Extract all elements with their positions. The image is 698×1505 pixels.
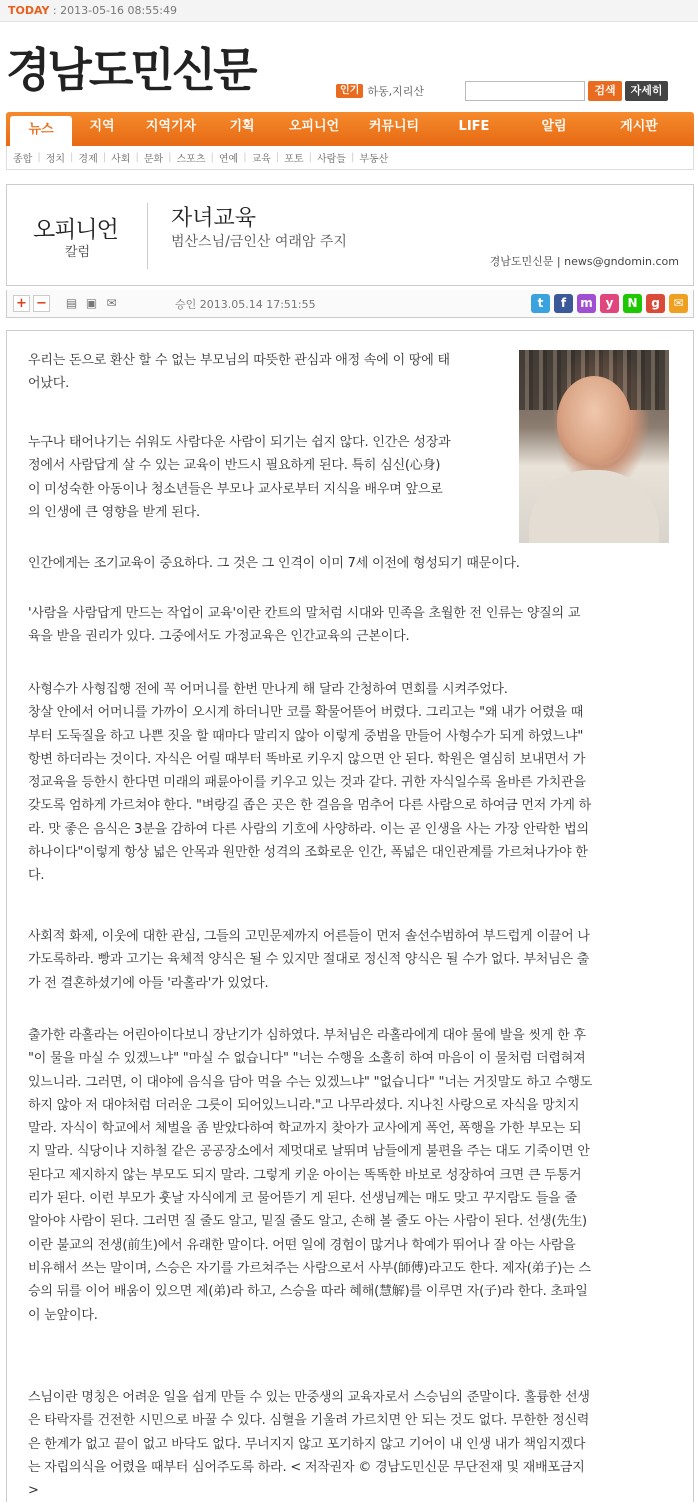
body-line: 승의 뒤를 이어 배움이 있으면 제(弟)라 하고, 스승을 따라 혜해(慧解)를 이루면 자(子)라 한다. 초파일 bbox=[28, 1284, 588, 1300]
body-line: 사형수가 사형집행 전에 꼭 어머니를 한번 만나게 해 달라 간청하여 면회를 시켜주었다. bbox=[28, 682, 508, 697]
body-line: 우리는 돈으로 환산 할 수 없는 부모님의 따뜻한 관심과 애정 속에 이 땅에 태 bbox=[28, 353, 450, 368]
body-line: 지 말라. 식당이나 지하철 같은 공공장소에서 제멋대로 날뛰며 남들에게 불편을 주는 대도 기죽이면 안 bbox=[28, 1144, 590, 1160]
body-line: 비유해서 쓰는 말이며, 스승은 자기를 가르쳐주는 사람으로서 사부(師傅)라고도 한다. 제자(弟子)는 스 bbox=[28, 1260, 591, 1276]
body-line: 가 전 결혼하셨기에 아들 '라홀라'가 있었다. bbox=[28, 975, 269, 991]
article-toolbar bbox=[6, 290, 694, 318]
subnav-item[interactable]: 스포츠 bbox=[176, 154, 206, 165]
scrap-icon[interactable]: ✉ bbox=[106, 296, 117, 310]
gnb-opinion[interactable]: 오피니언 bbox=[288, 119, 340, 134]
site-logo[interactable]: 경남도민신문 bbox=[6, 43, 255, 97]
gnb-region-reporter[interactable]: 지역기자 bbox=[145, 119, 197, 134]
body-line: 이란 불교의 전생(前生)에서 유래한 말이다. 어떤 일에 경험이 많거나 학예가 뛰어나 잘 아는 사람을 bbox=[28, 1237, 576, 1253]
body-line: '사람을 사람답게 만드는 작업이 교육'이란 칸트의 말처럼 시대와 민족을 초월한 전 인류는 양질의 교 bbox=[28, 606, 581, 621]
body-line: 출가한 라홀라는 어린아이다보니 장난기가 심하였다. 부처님은 라홀라에게 대야 물에 발을 씻게 한 후 bbox=[28, 1028, 586, 1043]
section-subtitle: 칼럼 bbox=[65, 245, 91, 260]
body-line: 는 자립의식을 어렸을 때부터 심어주도록 하라. < 저작권자 © 경남도민신문 무단전재 및 재배포금지 bbox=[28, 1459, 585, 1475]
main-nav bbox=[6, 112, 694, 146]
facebook-icon[interactable]: f bbox=[554, 294, 573, 313]
body-paragraph bbox=[28, 1024, 678, 1327]
body-line: 다. bbox=[28, 868, 45, 884]
body-line: 라. 맛 좋은 음식은 3분을 감하여 다른 사람의 기호에 사양하라. 이는 곧 인생을 사는 가장 안락한 법의 bbox=[28, 821, 589, 837]
body-line: 가도록하라. 빵과 고기는 육체적 양식은 될 수 있지만 절대로 정신적 양식은 될 수가 없다. 부처님은 출 bbox=[28, 952, 590, 968]
sub-nav: 종합 | 정치 | 경제 | 사회 | 문화 | 스포츠 | 연예 | 교육 | 포토 | 사람들 | 부동산 bbox=[6, 146, 694, 170]
subnav-item[interactable]: 연예 bbox=[218, 154, 239, 165]
font-increase-button[interactable]: + bbox=[13, 295, 30, 312]
body-line: 정에서 사람답게 살 수 있는 교육이 반드시 필요하게 된다. 특히 심신(心身) bbox=[28, 458, 441, 474]
body-line: 이 미성숙한 아동이나 청소년들은 부모나 교사로부터 지식을 배우며 앞으로 bbox=[28, 481, 443, 497]
body-paragraph bbox=[28, 678, 678, 888]
subnav-item[interactable]: 문화 bbox=[143, 154, 164, 165]
gnb-notice[interactable]: 알림 bbox=[541, 119, 567, 134]
search-button[interactable]: 검색 bbox=[588, 81, 621, 101]
article-header bbox=[6, 184, 694, 286]
gnb-community[interactable]: 커뮤니티 bbox=[368, 119, 420, 134]
body-line: 정교육을 등한시 한다면 미래의 패륜아이를 키우고 있는 것과 같다. 귀한 자식일수록 올바른 가치관을 bbox=[28, 775, 586, 791]
twitter-icon[interactable]: t bbox=[531, 294, 550, 313]
body-line: 이 눈앞이다. bbox=[28, 1307, 98, 1323]
body-line: 부터 도둑질을 하고 나쁜 짓을 할 때마다 말리지 않아 이렇게 중범을 만들어 사형수가 되게 하였느냐" bbox=[28, 728, 584, 744]
me2day-icon[interactable]: m bbox=[577, 294, 596, 313]
body-line: 누구나 태어나기는 쉬워도 사람다운 사람이 되기는 쉽지 않다. 인간은 성장과 bbox=[28, 435, 451, 450]
today-datetime: : 2013-05-16 08:55:49 bbox=[52, 4, 177, 17]
body-line: 리가 된다. 이런 부모가 훗날 자식에게 코 물어뜯기 게 된다. 선생님께는 매도 맞고 꾸지람도 들을 줄 bbox=[28, 1191, 577, 1207]
body-line: 창살 안에서 어머니를 가까이 오시게 하더니만 코를 확물어뜯어 버렸다. 그리고는 "왜 내가 어렸을 때 bbox=[28, 705, 584, 721]
today-label: TODAY bbox=[8, 4, 50, 17]
gnb-feature[interactable]: 기획 bbox=[229, 119, 255, 134]
article-source: 경남도민신문 | news@gndomin.com bbox=[489, 255, 679, 268]
body-line: 있느니라. 그러면, 이 대야에 음식을 담아 먹을 수는 있겠느냐" "없습니다" "너는 거짓말도 하고 수행도 bbox=[28, 1074, 593, 1090]
google-icon[interactable]: g bbox=[646, 294, 665, 313]
body-paragraph bbox=[28, 925, 678, 995]
body-line: > bbox=[28, 1483, 39, 1499]
body-line: 어났다. bbox=[28, 376, 70, 392]
subnav-item[interactable]: 포토 bbox=[284, 154, 304, 165]
subnav-item[interactable]: 경제 bbox=[78, 154, 98, 165]
photo-icon[interactable]: ▣ bbox=[85, 296, 98, 310]
yozm-icon[interactable]: y bbox=[600, 294, 619, 313]
header-divider bbox=[147, 203, 148, 269]
body-line: 은 한계가 없고 끝이 없고 바닥도 없다. 무너지지 않고 포기하지 않고 기어이 내 인생 내가 책임지겠다 bbox=[28, 1436, 586, 1452]
gnb-life[interactable]: LIFE bbox=[458, 119, 490, 134]
body-paragraph bbox=[28, 349, 514, 396]
body-line: 된다고 제지하지 않는 부모도 되지 말라. 그렇게 키운 아이는 똑똑한 바보로 성장하여 크면 큰 두통거 bbox=[28, 1167, 582, 1183]
search-bar bbox=[336, 80, 668, 102]
hot-keywords[interactable]: 하동,지리산 bbox=[367, 85, 424, 98]
gnb-news[interactable]: 뉴스 bbox=[10, 116, 72, 146]
subnav-item[interactable]: 부동산 bbox=[359, 154, 389, 165]
print-icon[interactable]: ▤ bbox=[65, 296, 78, 310]
naver-icon[interactable]: N bbox=[623, 294, 642, 313]
approved-date: 승인 2013.05.14 17:51:55 bbox=[175, 298, 316, 311]
body-paragraph bbox=[28, 552, 678, 575]
author-photo bbox=[519, 350, 669, 543]
detail-search-button[interactable]: 자세히 bbox=[625, 81, 669, 101]
mixsh-icon[interactable]: ✉ bbox=[669, 294, 688, 313]
subnav-item[interactable]: 사회 bbox=[111, 154, 131, 165]
article-title: 자녀교육 bbox=[171, 206, 257, 231]
subnav-item[interactable]: 정치 bbox=[45, 154, 66, 165]
subnav-item[interactable]: 교육 bbox=[251, 154, 271, 165]
body-line: 항변 하더라는 것이다. 자식은 어릴 때부터 똑바로 키우지 않으면 안 된다. 학원은 열심히 보내면서 가 bbox=[28, 751, 586, 767]
body-paragraph bbox=[28, 602, 678, 649]
body-paragraph bbox=[28, 1386, 678, 1502]
body-line: "이 물을 마실 수 있겠느냐" "마실 수 없습니다" "너는 수행을 소홀히 하여 마음이 이 물처럼 더렵혀져 bbox=[28, 1051, 586, 1067]
body-line: 인간에게는 조기교육이 중요하다. 그 것은 그 인격이 이미 7세 이전에 형성되기 때문이다. bbox=[28, 556, 520, 571]
body-line: 알아야 사람이 된다. 그러면 질 줄도 알고, 밑질 줄도 알고, 손해 볼 줄도 아는 사람이 된다. 선생(先生) bbox=[28, 1214, 587, 1230]
article-author: 범산스님/금인산 여래암 주지 bbox=[171, 234, 347, 250]
body-line: 사회적 화제, 이웃에 대한 관심, 그들의 고민문제까지 어른들이 먼저 솔선수범하여 부드럽게 이끌어 나 bbox=[28, 929, 590, 944]
gnb-board[interactable]: 게시판 bbox=[620, 119, 658, 134]
search-input[interactable] bbox=[465, 81, 585, 101]
body-line: 은 타락자를 건전한 시민으로 바꿀 수 있다. 심혈을 기울려 가르치면 안 되는 것도 없다. 무한한 정신력 bbox=[28, 1413, 590, 1429]
hot-keyword-badge: 인기 bbox=[336, 84, 363, 98]
section-title: 오피니언 bbox=[33, 217, 118, 243]
font-decrease-button[interactable]: − bbox=[33, 295, 50, 312]
body-line: 스님이란 명칭은 어려운 일을 쉽게 만들 수 있는 만중생의 교육자로서 스승님의 준말이다. 훌륭한 선생 bbox=[28, 1390, 590, 1405]
body-line: 말라. 자식이 학교에서 체벌을 좀 받았다하여 학교까지 찾아가 교사에게 폭언, 폭행을 가한 부모는 되 bbox=[28, 1121, 582, 1137]
gnb-region[interactable]: 지역 bbox=[89, 119, 115, 134]
body-line: 갖도록 엄하게 가르쳐야 한다. "벼랑길 좁은 곳은 한 걸음을 멈추어 다른 사람으로 하여금 먼저 가게 하 bbox=[28, 798, 592, 814]
subnav-item[interactable]: 종합 bbox=[13, 154, 33, 165]
body-line: 의 인생에 큰 영향을 받게 된다. bbox=[28, 504, 200, 520]
top-bar bbox=[0, 0, 698, 22]
body-paragraph bbox=[28, 431, 514, 524]
body-line: 하지 않아 저 대야처럼 더러운 그릇이 되어있느니라."고 나무라셨다. 지나친 사랑으로 자식을 망치지 bbox=[28, 1097, 580, 1113]
subnav-item[interactable]: 사람들 bbox=[316, 154, 346, 165]
body-line: 하나이다"이렇게 항상 넓은 안목과 원만한 성격의 조화로운 인간, 폭넓은 대인관계를 가르쳐나가야 한 bbox=[28, 845, 588, 861]
body-line: 육을 받을 권리가 있다. 그중에서도 가정교육은 인간교육의 근본이다. bbox=[28, 629, 410, 645]
